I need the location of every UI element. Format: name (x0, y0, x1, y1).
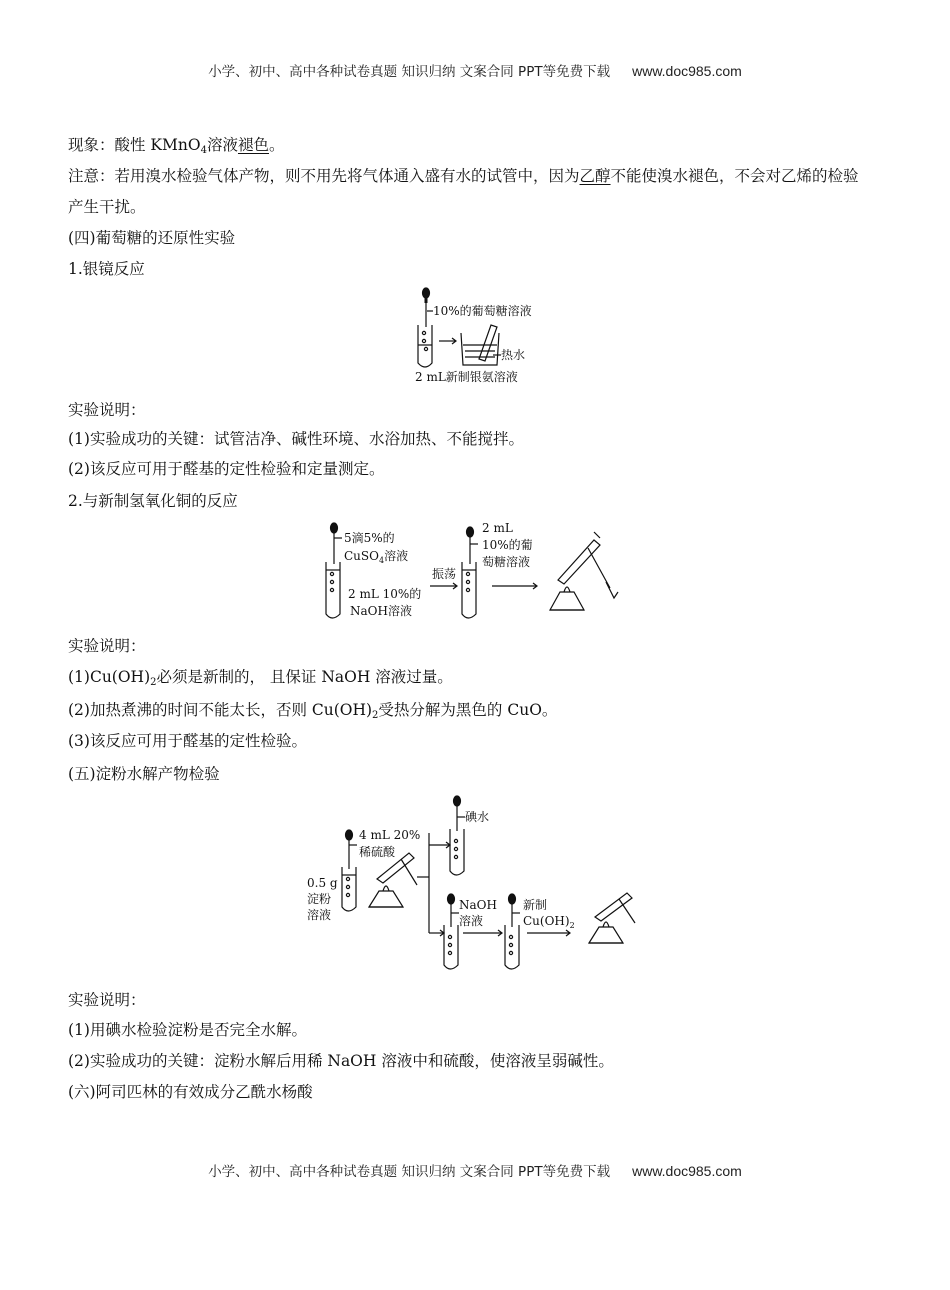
exp3-item-2: (2)实验成功的关键：淀粉水解后用稀 NaOH 溶液中和硫酸，使溶液呈弱碱性。 (68, 1052, 614, 1070)
silver-mirror-figure (405, 287, 555, 385)
fig3-cu-line-2: $Cu(OH)_2$ (523, 914, 575, 930)
fig2-naoh-line-1: 2 mL 10%的 (348, 587, 422, 601)
page-header (0, 60, 950, 80)
exp2-item-3: (3)该反应可用于醛基的定性检验。 (68, 732, 307, 750)
fig2-glucose-line-3: 萄糖溶液 (482, 555, 531, 569)
footer-url[interactable]: www.doc985.com (632, 1163, 742, 1179)
copper-hydroxide-figure (318, 518, 630, 626)
fig2-drops-line-1: 5滴5%的 (344, 531, 395, 545)
page-footer (0, 1160, 950, 1180)
fig3-acid-line-1: 4 mL 20% (359, 828, 421, 842)
fig1-hot-water-label: 热水 (501, 348, 526, 362)
fig3-iodine-label: 碘水 (465, 810, 490, 824)
note-paragraph: 注意：若用溴水检验气体产物，则不用先将气体通入盛有水的试管中，因为乙醇不能使溴水褪色，不会对乙烯的检验产生干扰。 (68, 167, 859, 216)
header-url[interactable]: www.doc985.com (632, 63, 742, 79)
fig3-naoh-line-1: NaOH (459, 898, 497, 912)
exp3-item-1: (1)用碘水检验淀粉是否完全水解。 (68, 1021, 307, 1039)
fig3-acid-line-2: 稀硫酸 (359, 845, 396, 859)
fig1-tube-label: 2 mL新制银氨溶液 (415, 370, 518, 384)
item-2-title: 2.与新制氢氧化铜的反应 (68, 492, 238, 510)
exp1-item-2: (2)该反应可用于醛基的定性检验和定量测定。 (68, 460, 385, 478)
fig3-starch-line-2: 淀粉 (307, 892, 332, 906)
exp-title-2: 实验说明： (68, 637, 146, 655)
fig2-glucose-line-1: 2 mL (482, 521, 513, 535)
fig3-naoh-line-2: 溶液 (459, 914, 484, 928)
exp-title-3: 实验说明： (68, 991, 146, 1009)
phenomenon-line: 现象：酸性 KMnO$_4$溶液褪色。 (68, 136, 285, 156)
section-4-heading: (四)葡萄糖的还原性实验 (68, 229, 236, 247)
exp-title-1: 实验说明： (68, 401, 146, 419)
footer-text: 小学、初中、高中各种试卷真题 知识归纳 文案合同 PPT等免费下载 (208, 1164, 611, 1180)
fig3-starch-line-3: 溶液 (307, 908, 332, 922)
exp1-item-1: (1)实验成功的关键：试管洁净、碱性环境、水浴加热、不能搅拌。 (68, 430, 524, 448)
header-text: 小学、初中、高中各种试卷真题 知识归纳 文案合同 PPT等免费下载 (208, 64, 611, 80)
fig2-naoh-line-2: NaOH溶液 (350, 604, 412, 618)
fig3-cu-line-1: 新制 (523, 898, 548, 912)
exp2-item-2: (2)加热煮沸的时间不能太长，否则 $Cu(OH)_2$受热分解为黑色的 CuO。 (68, 701, 558, 721)
fig2-glucose-line-2: 10%的葡 (482, 538, 533, 552)
section-6-heading: (六)阿司匹林的有效成分乙酰水杨酸 (68, 1083, 313, 1101)
fig2-drops-line-2: CuSO$_4$溶液 (344, 549, 409, 565)
fig2-shake-label: 振荡 (432, 567, 457, 581)
section-5-heading: (五)淀粉水解产物检验 (68, 765, 220, 783)
exp2-item-1: $(1)Cu(OH)_2$必须是新制的， 且保证 NaOH 溶液过量。 (68, 668, 453, 688)
starch-hydrolysis-figure (305, 795, 645, 975)
item-1-title: 1.银镜反应 (68, 260, 145, 278)
fig1-dropper-label: 10%的葡萄糖溶液 (433, 304, 532, 318)
fig3-starch-line-1: 0.5 g (307, 876, 338, 890)
